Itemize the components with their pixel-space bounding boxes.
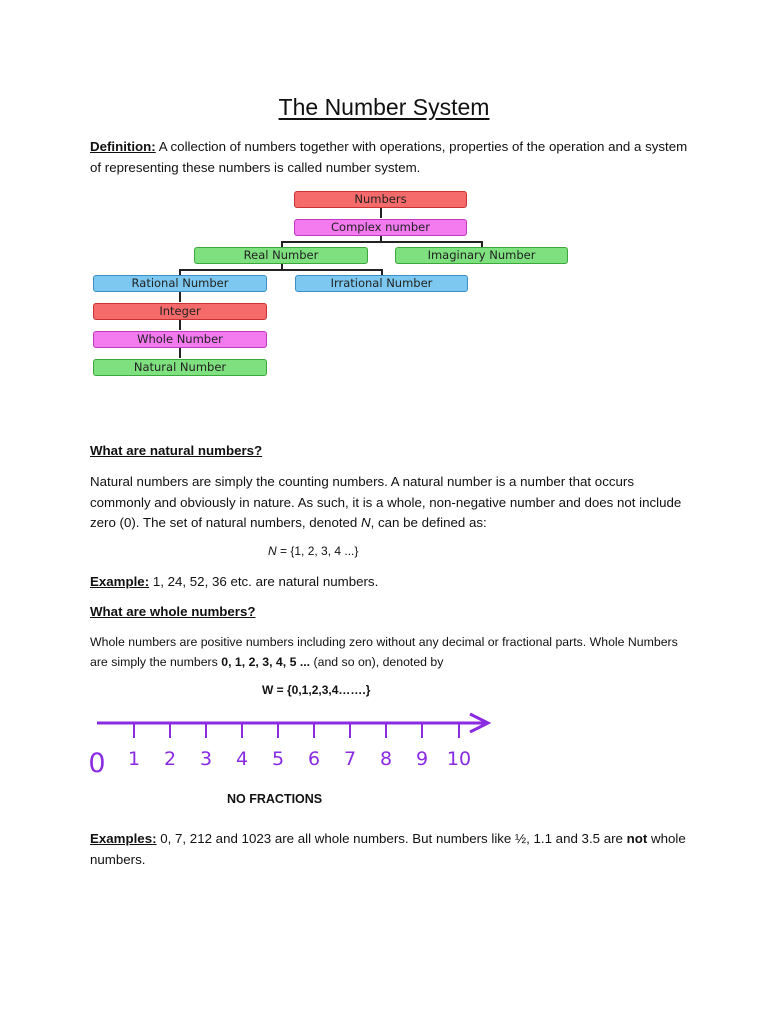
number-line-tick: [313, 723, 315, 738]
number-line-tick: [421, 723, 423, 738]
number-line-label: 4: [235, 748, 249, 770]
connector: [281, 241, 482, 243]
definition-label: Definition:: [90, 139, 156, 154]
number-line-label: 10: [446, 748, 472, 770]
number-line-axis: [90, 710, 500, 740]
example-label: Example:: [90, 574, 150, 589]
natural-set-values: = {1, 2, 3, 4 ...}: [276, 544, 359, 558]
number-line-label: 3: [199, 748, 213, 770]
no-fractions-label: NO FRACTIONS: [227, 792, 323, 806]
connector: [179, 348, 181, 358]
whole-numbers-paragraph: [90, 632, 690, 672]
number-line-tick: [133, 723, 135, 738]
whole-para-text-end: (and so on), denoted by: [310, 655, 444, 669]
natural-para-text: Natural numbers are simply the counting numbers. A natural number is a number that occurs commonly and obviously in nature. As such, it is a whole, non-negative number and does not include zero (0). The set of natural numbers, denoted: [90, 474, 682, 530]
examples-text-end: whole numbers.: [90, 831, 686, 867]
whole-examples: [90, 829, 690, 870]
number-line-label: 7: [343, 748, 357, 770]
examples-label: Examples:: [90, 831, 157, 846]
number-line-tick: [169, 723, 171, 738]
definition-paragraph: [90, 137, 690, 178]
whole-para-text: Whole numbers are positive numbers including zero without any decimal or fractional parts. Whole Numbers are simply the numbers: [90, 635, 678, 669]
page-title: The Number System: [278, 94, 490, 120]
node-rational-number: Rational Number: [93, 275, 267, 292]
natural-para-text-end: , can be defined as:: [370, 515, 487, 530]
node-complex-number: Complex number: [294, 219, 467, 236]
number-line-tick: [277, 723, 279, 738]
natural-numbers-paragraph: [90, 472, 690, 534]
natural-set-var: N: [268, 544, 277, 558]
number-line-tick: [205, 723, 207, 738]
number-line-label: 6: [307, 748, 321, 770]
example-text: 1, 24, 52, 36 etc. are natural numbers.: [149, 574, 379, 589]
natural-set-definition: [268, 544, 358, 558]
connector: [179, 269, 382, 271]
number-line-label: 1: [127, 748, 141, 770]
natural-set-symbol: N: [361, 515, 371, 530]
number-line-label: 9: [415, 748, 429, 770]
natural-example: [90, 572, 690, 593]
definition-text: A collection of numbers together with operations, properties of the operation and a system of representing these numbers is called number system.: [90, 139, 688, 175]
number-line-label: 2: [163, 748, 177, 770]
node-integer: Integer: [93, 303, 267, 320]
whole-para-bold: 0, 1, 2, 3, 4, 5 ...: [221, 655, 311, 669]
examples-bold: not: [626, 831, 648, 846]
node-irrational-number: Irrational Number: [295, 275, 468, 292]
connector: [179, 320, 181, 330]
node-whole-number: Whole Number: [93, 331, 267, 348]
whole-set-definition: W = {0,1,2,3,4…….}: [262, 683, 371, 697]
number-line-tick: [385, 723, 387, 738]
number-line-label: 8: [379, 748, 393, 770]
node-imaginary-number: Imaginary Number: [395, 247, 568, 264]
connector: [179, 292, 181, 302]
node-natural-number: Natural Number: [93, 359, 267, 376]
number-line-tick: [241, 723, 243, 738]
number-line-tick: [458, 723, 460, 738]
examples-text: 0, 7, 212 and 1023 are all whole numbers. But numbers like ½, 1.1 and 3.5 are: [156, 831, 627, 846]
node-real-number: Real Number: [194, 247, 368, 264]
number-line-label: 5: [271, 748, 285, 770]
natural-numbers-heading: What are natural numbers?: [90, 443, 263, 458]
number-line-tick: [349, 723, 351, 738]
connector: [380, 208, 382, 218]
node-numbers: Numbers: [294, 191, 467, 208]
whole-numbers-heading: What are whole numbers?: [90, 604, 256, 619]
number-line-label: 0: [88, 748, 106, 779]
